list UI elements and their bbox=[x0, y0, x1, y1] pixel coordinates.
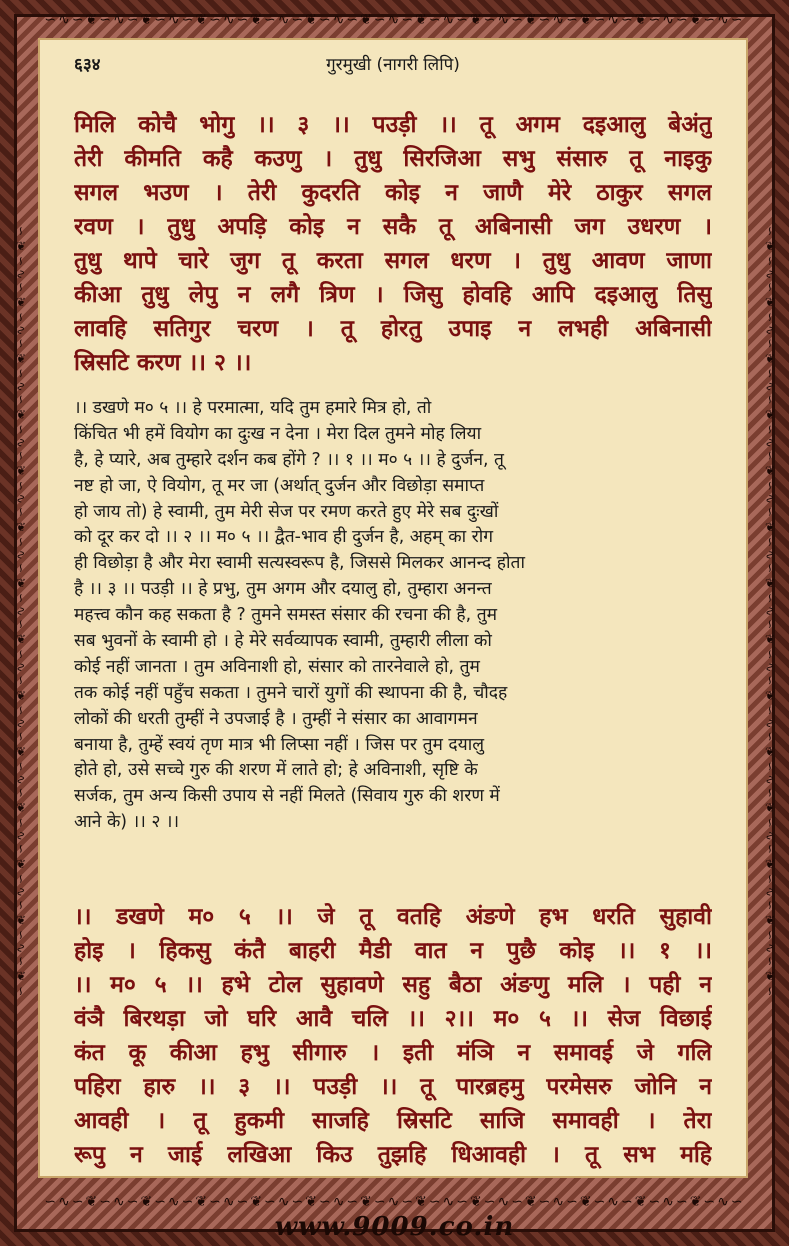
gurbani-line: होइ । हिकसु कंतै बाहरी मैडी वात न पुछै कोइ ।। १ ।। bbox=[74, 938, 712, 964]
gurbani-line: तेरी कीमति कहै कउणु । तुधु सिरजिआ सभु संसारु तू नाइकु bbox=[74, 146, 712, 172]
translation-line: किंचित भी हमें वियोग का दुःख न देना । मेरा दिल तुमने मोह लिया bbox=[74, 423, 482, 444]
gurbani-line: लावहि सतिगुर चरण । तू होरतु उपाइ न लभही अबिनासी bbox=[74, 316, 712, 342]
translation-line: सर्जक, तुम अन्य किसी उपाय से नहीं मिलते (सिवाय गुरु की शरण में bbox=[74, 786, 500, 807]
gurbani-line: ।। डखणे म० ५ ।। जे तू वतहि अंङणे हभ धरति सुहावी bbox=[74, 904, 712, 930]
translation-line: होते हो, उसे सच्चे गुरु की शरण में लाते हो; हे अविनाशी, सृष्टि के bbox=[74, 760, 478, 781]
bottom-ornament-border: ∽∿∽❦∽∿∽❦∽∿∽❦∽∿∽❦∽∿∽❦∽∿∽❦∽∿∽❦∽∿∽❦∽∿∽❦∽∿∽❦∽∿∽❦∽∿∽❦∽∿∽ bbox=[44, 1194, 745, 1210]
gurbani-line: ।। म० ५ ।। हभे टोल सुहावणे सहु बैठा अंङणु मलि । पही न bbox=[74, 972, 712, 998]
gurbani-line: पहिरा हारु ।। ३ ।। पउड़ी ।। तू पारब्रहमु परमेसरु जोनि न bbox=[74, 1074, 712, 1100]
translation-line: नष्ट हो जा, ऐ वियोग, तू मर जा (अर्थात् दुर्जन और विछोड़ा समाप्त bbox=[74, 475, 485, 496]
page-number: ६३४ bbox=[74, 55, 101, 75]
gurbani-line: मिलि कोचै भोगु ।। ३ ।। पउड़ी ।। तू अगम दइआलु बेअंतु bbox=[74, 112, 712, 138]
translation-line: को दूर कर दो ।। २ ।। म० ५ ।। द्वैत-भाव ही दुर्जन है, अहम् का रोग bbox=[74, 527, 494, 548]
website-url[interactable]: www.9009.co.in bbox=[274, 1212, 515, 1242]
translation-line: लोकों की धरती तुम्हीं ने उपजाई है । तुम्हीं ने संसार का आवागमन bbox=[74, 708, 478, 729]
page-title: गुरमुखी (नागरी लिपि) bbox=[326, 55, 460, 75]
gurbani-line: तुधु थापे चारे जुग तू करता सगल धरण । तुधु आवण जाणा bbox=[74, 248, 712, 274]
gurbani-line: कीआ तुधु लेपु न लगै त्रिण । जिसु होवहि आपि दइआलु तिसु bbox=[74, 282, 712, 308]
gurbani-line: रूपु न जाई लखिआ किउ तुझहि धिआवही । तू सभ महि bbox=[74, 1142, 712, 1168]
translation-line: बनाया है, तुम्हें स्वयं तृण मात्र भी लिप्सा नहीं । जिस पर तुम दयालु bbox=[74, 734, 485, 755]
right-ornament-border: ∽❦∽∿∽❦∽∿∽❦∽∿∽❦∽∿∽❦∽∿∽❦∽∿∽❦∽∿∽❦∽∿∽❦∽∿∽❦∽∿∽❦∽∿∽❦∽∿∽❦∽∿∽❦∽ bbox=[763, 226, 777, 1000]
scripture-page bbox=[38, 38, 748, 1178]
gurbani-line: वंञै बिरथड़ा जो घरि आवै चलि ।। २।। म० ५ ।। सेज विछाई bbox=[74, 1006, 712, 1032]
gurbani-line: रवण । तुधु अपड़ि कोइ न सकै तू अबिनासी जग उधरण । bbox=[74, 214, 712, 240]
translation-line: कोई नहीं जानता । तुम अविनाशी हो, संसार को तारनेवाले हो, तुम bbox=[74, 656, 480, 677]
page-header bbox=[74, 52, 712, 78]
gurbani-line: सगल भउण । तेरी कुदरति कोइ न जाणै मेरे ठाकुर सगल bbox=[74, 180, 712, 206]
translation-line: है ।। ३ ।। पउड़ी ।। हे प्रभु, तुम अगम और दयालु हो, तुम्हारा अनन्त bbox=[74, 579, 492, 600]
gurbani-line: कंत कू कीआ हभु सीगारु । इती मंञि न समावई जे गलि bbox=[74, 1040, 712, 1066]
translation-line: हो जाय तो) हे स्वामी, तुम मेरी सेज पर रमण करते हुए मेरे सब दुःखों bbox=[74, 501, 499, 522]
translation-line: आने के) ।। २ ।। bbox=[74, 812, 180, 833]
translation-line: ।। डखणे म० ५ ।। हे परमात्मा, यदि तुम हमारे मित्र हो, तो bbox=[74, 398, 432, 418]
gurbani-verse-top bbox=[74, 108, 712, 380]
translation-line: सब भुवनों के स्वामी हो । हे मेरे सर्वव्यापक स्वामी, तुम्हारी लीला को bbox=[74, 631, 492, 652]
translation-line: तक कोई नहीं पहुँच सकता । तुमने चारों युगों की स्थापना की है, चौदह bbox=[74, 682, 508, 703]
gurbani-verse-bottom bbox=[74, 900, 712, 1172]
translation-line: है, हे प्यारे, अब तुम्हारे दर्शन कब होंगे ? ।। १ ।। म० ५ ।। हे दुर्जन, तू bbox=[74, 449, 504, 470]
gurbani-line: स्रिसटि करण ।। २ ।। bbox=[74, 350, 252, 376]
translation-line: महत्त्व कौन कह सकता है ? तुमने समस्त संसार की रचना की है, तुम bbox=[74, 605, 498, 626]
hindi-translation bbox=[74, 396, 712, 836]
translation-line: ही विछोड़ा है और मेरा स्वामी सत्यस्वरूप है, जिससे मिलकर आनन्द होता bbox=[74, 553, 525, 574]
top-ornament-border: ∽∿∽❦∽∿∽❦∽∿∽❦∽∿∽❦∽∿∽❦∽∿∽❦∽∿∽❦∽∿∽❦∽∿∽❦∽∿∽❦∽∿∽❦∽∿∽❦∽∿∽ bbox=[44, 12, 745, 28]
gurbani-line: आवही । तू हुकमी साजहि स्रिसटि साजि समावही । तेरा bbox=[74, 1108, 712, 1134]
left-ornament-border: ∽❦∽∿∽❦∽∿∽❦∽∿∽❦∽∿∽❦∽∿∽❦∽∿∽❦∽∿∽❦∽∿∽❦∽∿∽❦∽∿∽❦∽∿∽❦∽∿∽❦∽∿∽❦∽ bbox=[14, 226, 28, 1000]
